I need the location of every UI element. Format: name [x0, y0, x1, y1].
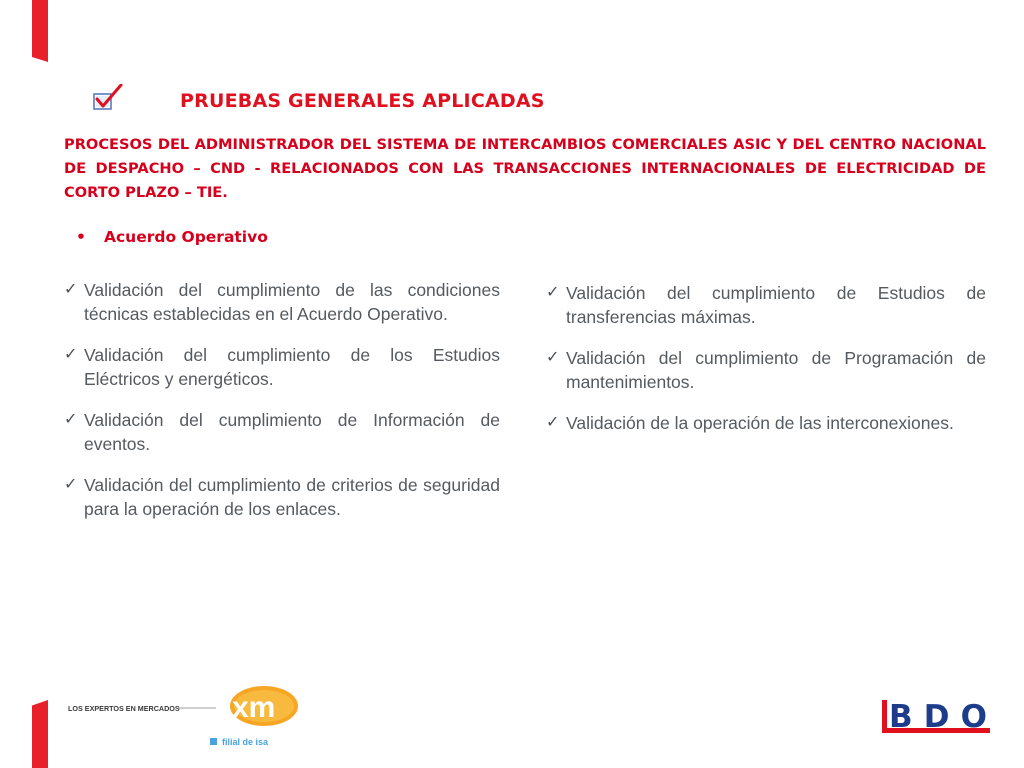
section-title: Acuerdo Operativo	[104, 228, 268, 246]
xm-logo	[68, 684, 308, 750]
list-item-text: Validación del cumplimiento de Información de eventos.	[84, 410, 500, 454]
list-item	[546, 411, 986, 435]
bdo-red-bar	[882, 700, 887, 732]
list-item-text: Validación del cumplimiento de los Estudios Eléctricos y energéticos.	[84, 345, 500, 389]
checkmark-icon: ✓	[64, 476, 78, 493]
decorative-red-bar-top	[32, 0, 48, 62]
intro-paragraph: PROCESOS DEL ADMINISTRADOR DEL SISTEMA DE INTERCAMBIOS COMERCIALES ASIC Y DEL CENTRO NACIONAL DE DESPACHO – CND - RELACIONADOS CON LAS TRANSACCIONES INTERNACIONALES DE ELECTRICIDAD DE CORTO PLAZO – TIE.	[64, 136, 986, 201]
xm-blue-square	[210, 738, 217, 745]
list-item-text: Validación del cumplimiento de Programación de mantenimientos.	[566, 348, 986, 392]
section-heading	[76, 228, 268, 246]
bdo-logo	[880, 698, 992, 742]
list-item-text: Validación del cumplimiento de criterios de seguridad para la operación de los enlaces.	[84, 475, 500, 519]
slide-title: PRUEBAS GENERALES APLICADAS	[180, 90, 545, 112]
checkbox-checked-icon	[92, 84, 124, 114]
list-item	[64, 473, 500, 521]
checkmark-icon: ✓	[546, 414, 560, 431]
left-checklist	[64, 278, 500, 538]
xm-subtitle: filial de isa	[222, 737, 269, 747]
right-checklist	[546, 281, 986, 452]
checkmark-icon: ✓	[64, 281, 78, 298]
list-item	[64, 408, 500, 456]
checkmark-icon: ✓	[546, 284, 560, 301]
list-item	[64, 343, 500, 391]
list-item-text: Validación del cumplimiento de Estudios de transferencias máximas.	[566, 283, 986, 327]
bullet-icon: •	[76, 228, 86, 246]
list-item	[546, 346, 986, 394]
checkmark-icon: ✓	[546, 349, 560, 366]
list-item	[546, 281, 986, 329]
list-item	[64, 278, 500, 326]
list-item-text: Validación de la operación de las interconexiones.	[566, 413, 954, 433]
bdo-brand-text: BDO	[889, 699, 987, 735]
xm-tagline: LOS EXPERTOS EN MERCADOS	[68, 704, 180, 713]
decorative-red-bar-bottom	[32, 700, 48, 768]
checkmark-icon: ✓	[64, 346, 78, 363]
xm-brand-text: xm	[232, 691, 276, 724]
checkmark-icon: ✓	[64, 411, 78, 428]
list-item-text: Validación del cumplimiento de las condiciones técnicas establecidas en el Acuerdo Operativo.	[84, 280, 500, 324]
